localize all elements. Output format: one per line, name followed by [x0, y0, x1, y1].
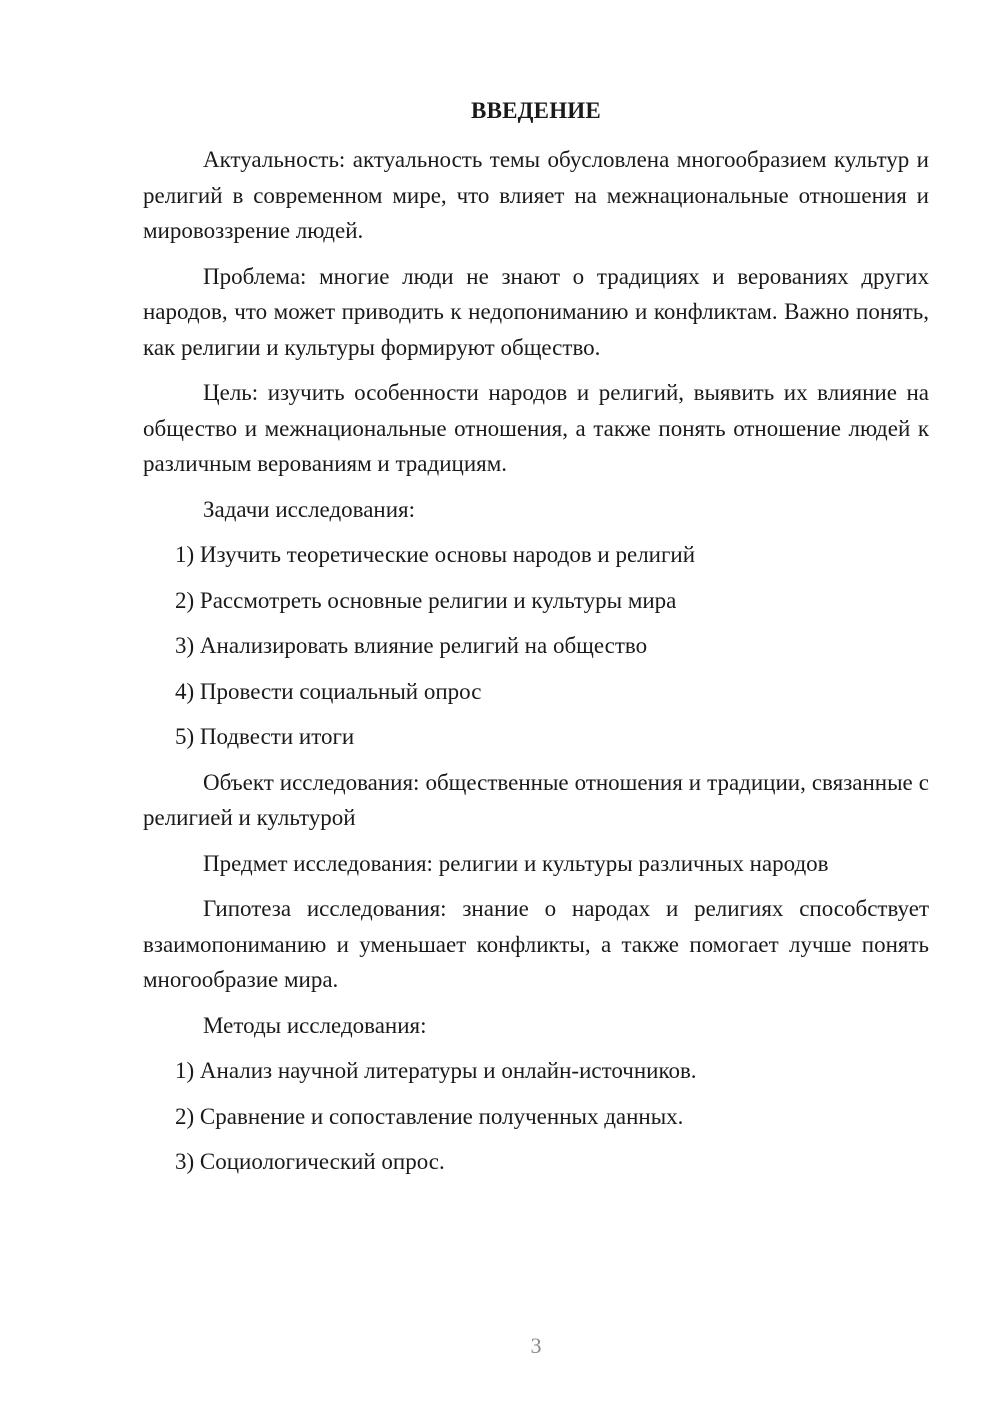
problem-paragraph: Проблема: многие люди не знают о традициях и верованиях других народов, что может приводить к недопониманию и конфликтам. Важно понять, как религии и культуры формируют общество.	[143, 263, 929, 360]
task-item: 2) Рассмотреть основные религии и культуры мира	[175, 587, 677, 613]
page-number: 3	[530, 1333, 542, 1358]
object-paragraph: Объект исследования: общественные отношения и традиции, связанные с религией и культурой	[143, 769, 929, 830]
tasks-heading: Задачи исследования:	[203, 496, 416, 522]
methods-heading: Методы исследования:	[203, 1012, 427, 1038]
document-body	[143, 142, 929, 1190]
subject-paragraph: Предмет исследования: религии и культуры различных народов	[203, 850, 829, 876]
task-item: 1) Изучить теоретические основы народов и религий	[175, 542, 696, 567]
goal-paragraph: Цель: изучить особенности народов и религий, выявить их влияние на общество и межнациональные отношения, а также понять отношение людей к различным верованиям и традициям.	[143, 380, 929, 476]
hypothesis-paragraph: Гипотеза исследования: знание о народах и религиях способствует взаимопониманию и уменьшает конфликты, а также помогает лучше понять многообразие мира.	[143, 896, 929, 992]
page-title: ВВЕДЕНИЕ	[471, 98, 601, 123]
method-item: 2) Сравнение и сопоставление полученных данных.	[175, 1103, 684, 1129]
method-item: 3) Социологический опрос.	[175, 1149, 445, 1174]
task-item: 5) Подвести итоги	[175, 724, 355, 749]
method-item: 1) Анализ научной литературы и онлайн-источников.	[175, 1058, 697, 1083]
relevance-paragraph: Актуальность: актуальность темы обусловлена многообразием культур и религий в современном мире, что влияет на межнациональные отношения и мировоззрение людей.	[143, 147, 929, 243]
task-item: 4) Провести социальный опрос	[175, 678, 482, 704]
task-item: 3) Анализировать влияние религий на общество	[175, 633, 648, 658]
